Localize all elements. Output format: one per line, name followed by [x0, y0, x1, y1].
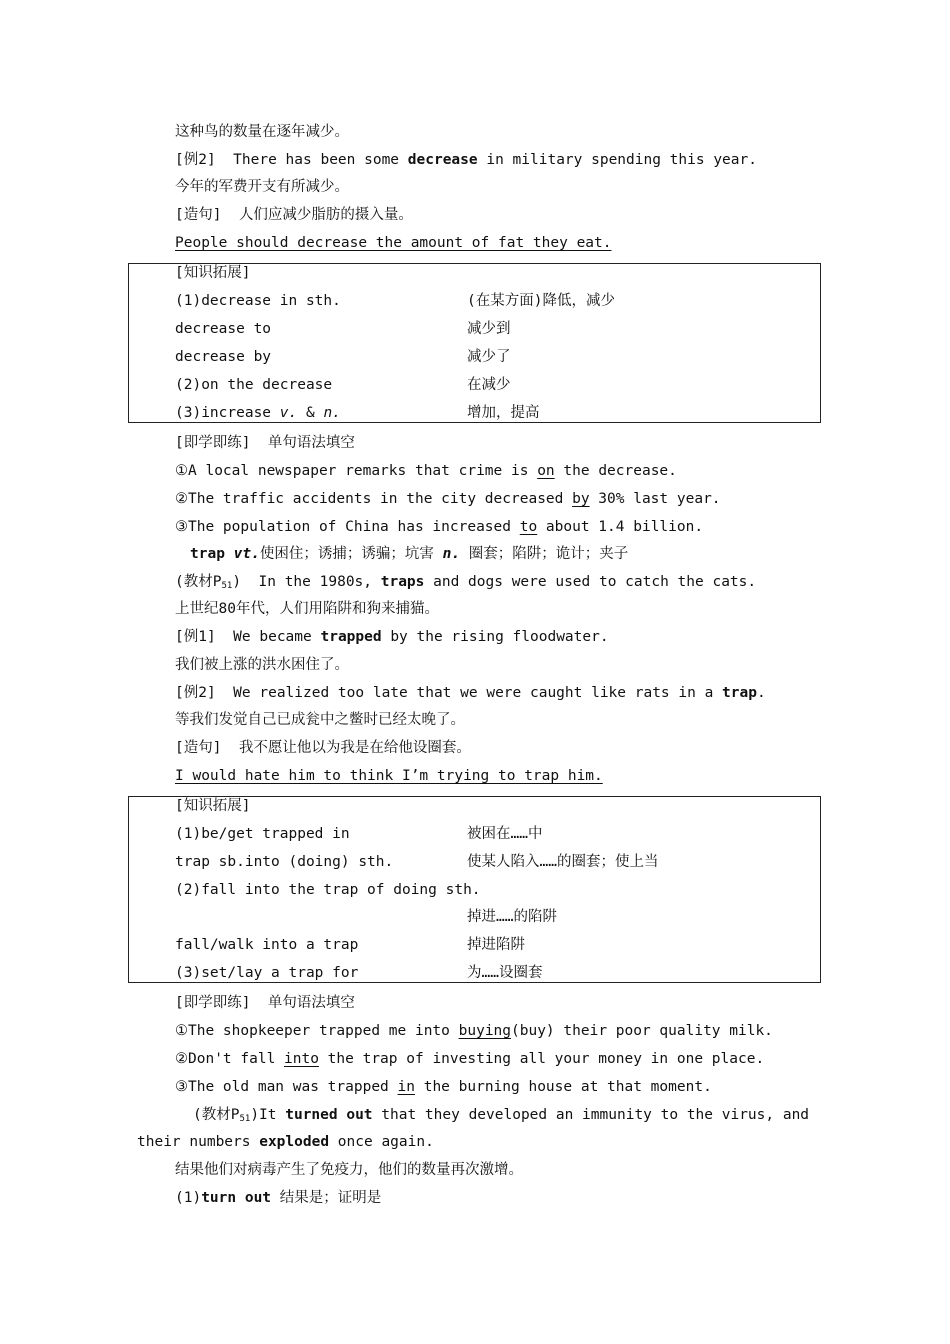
phrase-zh: 掉进……的陷阱 — [467, 909, 557, 925]
phrase-zh: 减少到 — [467, 321, 511, 337]
source-translation: 上世纪80年代，人们用陷阱和狗来捕猫。 — [175, 601, 439, 617]
phrase-zh: 掉进陷阱 — [467, 937, 525, 953]
example-1-translation: 我们被上涨的洪水困住了。 — [175, 657, 349, 673]
answer: buying — [458, 1023, 512, 1039]
phrase-zh: 为……设圈套 — [467, 965, 543, 981]
sentence-making: [造句] 我不愿让他以为我是在给他设圈套。 — [175, 740, 471, 756]
phrase-zh: 被困在……中 — [467, 826, 543, 842]
sentence-making-answer: I would hate him to think I’m trying to trap him. — [175, 768, 603, 784]
knowledge-box-title: [知识拓展] — [175, 265, 251, 281]
phrase-zh: (在某方面)降低，减少 — [467, 293, 615, 309]
drill-question: ①A local newspaper remarks that crime is on the decrease. — [175, 463, 677, 479]
example-1: [例1] We became trapped by the rising floodwater. — [175, 629, 609, 645]
phrase-zh: 使某人陷入……的圈套；使上当 — [467, 854, 659, 870]
answer: on — [537, 463, 555, 479]
phrase-zh: 在减少 — [467, 377, 511, 393]
textbook-source: (教材$P_{51})It$ turned out that they developed an immunity to the virus, and — [193, 1107, 810, 1124]
keyword: trapped — [320, 629, 382, 645]
part-of-speech: n. — [442, 546, 461, 562]
phrase-en: decrease by — [175, 349, 272, 365]
phrase-en: decrease to — [175, 321, 272, 337]
sentence-making-tag: [造句] — [175, 207, 222, 223]
drill-question: ③The population of China has increased to about 1.4 billion. — [175, 519, 704, 535]
phrase-en: (3)increase v. & n. — [175, 405, 341, 421]
keyword: turn out — [201, 1190, 272, 1206]
phrase-en: trap sb.into (doing) sth. — [175, 854, 394, 870]
keyword: decrease — [407, 152, 478, 168]
example-tag: [例1] — [175, 629, 216, 645]
answer: by — [572, 491, 590, 507]
knowledge-box-title: [知识拓展] — [175, 798, 251, 814]
vocab-entry: trap vt.使困住；诱捕；诱骗；坑害 n. 圈套；陷阱；诡计；夹子 — [190, 546, 629, 562]
knowledge-box — [128, 263, 821, 423]
phrase-en: (3)set/lay a trap for — [175, 965, 359, 981]
example-2: [例2] There has been some decrease in military spending this year. — [175, 152, 757, 168]
example-2-translation: 今年的军费开支有所减少。 — [175, 179, 349, 195]
drill-question: ②Don't fall into the trap of investing all your money in one place. — [175, 1051, 765, 1067]
phrase-en: (1)decrease in sth. — [175, 293, 341, 309]
drill-title: [即学即练] 单句语法填空 — [175, 995, 355, 1011]
answer: to — [519, 519, 538, 535]
drill-question: ③The old man was trapped in the burning house at that moment. — [175, 1079, 712, 1095]
phrase-zh: 增加，提高 — [467, 405, 540, 421]
phrase-en: (2)on the decrease — [175, 377, 333, 393]
phrase-en: (2)fall into the trap of doing sth. — [175, 882, 481, 898]
textbook-source-cont: their numbers exploded once again. — [137, 1134, 434, 1150]
part-of-speech: vt. — [233, 546, 260, 562]
textbook-source: (教材$P_{51}$) In the 1980s, traps and dogs were used to catch the cats. — [175, 574, 757, 591]
keyword: traps — [380, 574, 425, 590]
keyword: exploded — [259, 1134, 330, 1150]
sentence-making: [造句] 人们应减少脂肪的摄入量。 — [175, 207, 413, 223]
keyword: turned out — [285, 1107, 373, 1123]
drill-question: ①The shopkeeper trapped me into buying(buy) their poor quality milk. — [175, 1023, 773, 1039]
example-tag: [例2] — [175, 685, 216, 701]
example-translation: 这种鸟的数量在逐年减少。 — [175, 124, 349, 140]
drill-title: [即学即练] 单句语法填空 — [175, 435, 355, 451]
answer: into — [284, 1051, 319, 1067]
example-tag: [例2] — [175, 152, 216, 168]
source-translation: 结果他们对病毒产生了免疫力，他们的数量再次激增。 — [175, 1162, 523, 1178]
phrase-zh: 减少了 — [467, 349, 511, 365]
keyword: trap — [722, 685, 757, 701]
phrase-item: (1)turn out 结果是；证明是 — [175, 1190, 382, 1206]
sentence-making-answer: People should decrease the amount of fat they eat. — [175, 235, 612, 251]
sentence-making-tag: [造句] — [175, 740, 222, 756]
example-2-translation: 等我们发觉自己已成瓮中之鳖时已经太晚了。 — [175, 712, 465, 728]
example-2: [例2] We realized too late that we were caught like rats in a trap. — [175, 685, 766, 701]
drill-question: ②The traffic accidents in the city decreased by 30% last year. — [175, 491, 721, 507]
headword: trap — [190, 546, 225, 562]
phrase-en: fall/walk into a trap — [175, 937, 359, 953]
answer: in — [397, 1079, 415, 1095]
phrase-en: (1)be/get trapped in — [175, 826, 350, 842]
